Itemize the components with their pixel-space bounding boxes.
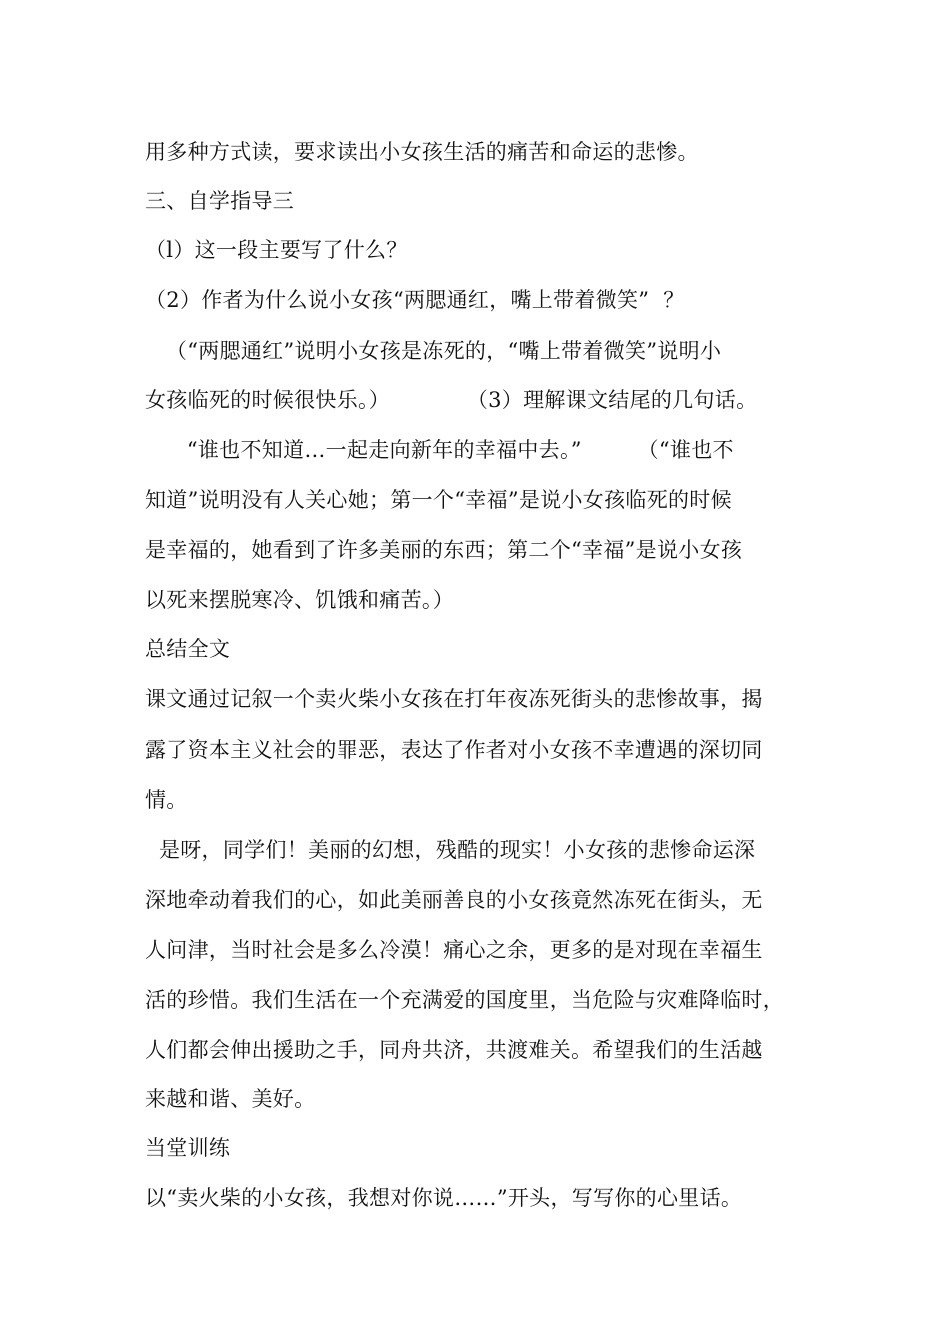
- section-heading: 三、自学指导三: [145, 189, 295, 213]
- text-line: 用多种方式读，要求读出小女孩生活的痛苦和命运的悲惨。: [145, 140, 699, 164]
- answer-line: 女孩临死的时候很快乐。） （3）理解课文结尾的几句话。: [145, 388, 758, 412]
- text-line: 活的珍惜。我们生活在一个充满爱的国度里，当危险与灾难降临时，: [145, 988, 784, 1012]
- text-line: 以“卖火柴的小女孩，我想对你说……”开头，写写你的心里话。: [145, 1186, 743, 1210]
- text-line: 情。: [145, 788, 188, 812]
- section-heading: 总结全文: [145, 637, 231, 661]
- question-line: （2）作者为什么说小女孩“两腮通红，嘴上带着微笑” ？: [145, 288, 685, 312]
- section-heading: 当堂训练: [145, 1136, 231, 1160]
- text-line: 是呀，同学们！美丽的幻想，残酷的现实！小女孩的悲惨命运深: [145, 838, 756, 862]
- answer-line: 知道”说明没有人关心她；第一个“幸福”是说小女孩临死的时候: [145, 488, 732, 512]
- text-line: 深地牵动着我们的心，如此美丽善良的小女孩竟然冻死在街头，无: [145, 888, 763, 912]
- answer-line: （“两腮通红”说明小女孩是冻死的，“嘴上带着微笑”说明小: [145, 339, 722, 363]
- quote-line: “谁也不知道…一起走向新年的幸福中去。” （“谁也不: [145, 438, 734, 462]
- text-line: 课文通过记叙一个卖火柴小女孩在打年夜冻死街头的悲惨故事，揭: [145, 687, 763, 711]
- question-line: （l）这一段主要写了什么？: [145, 238, 408, 262]
- answer-line: 是幸福的，她看到了许多美丽的东西；第二个“幸福”是说小女孩: [145, 538, 743, 562]
- text-line: 来越和谐、美好。: [145, 1087, 316, 1111]
- answer-line: 以死来摆脱寒冷、饥饿和痛苦。）: [145, 588, 454, 612]
- text-line: 人问津，当时社会是多么冷漠！痛心之余，更多的是对现在幸福生: [145, 938, 763, 962]
- text-line: 露了资本主义社会的罪恶，表达了作者对小女孩不幸遭遇的深切同: [145, 738, 763, 762]
- text-line: 人们都会伸出援助之手，同舟共济，共渡难关。希望我们的生活越: [145, 1038, 763, 1062]
